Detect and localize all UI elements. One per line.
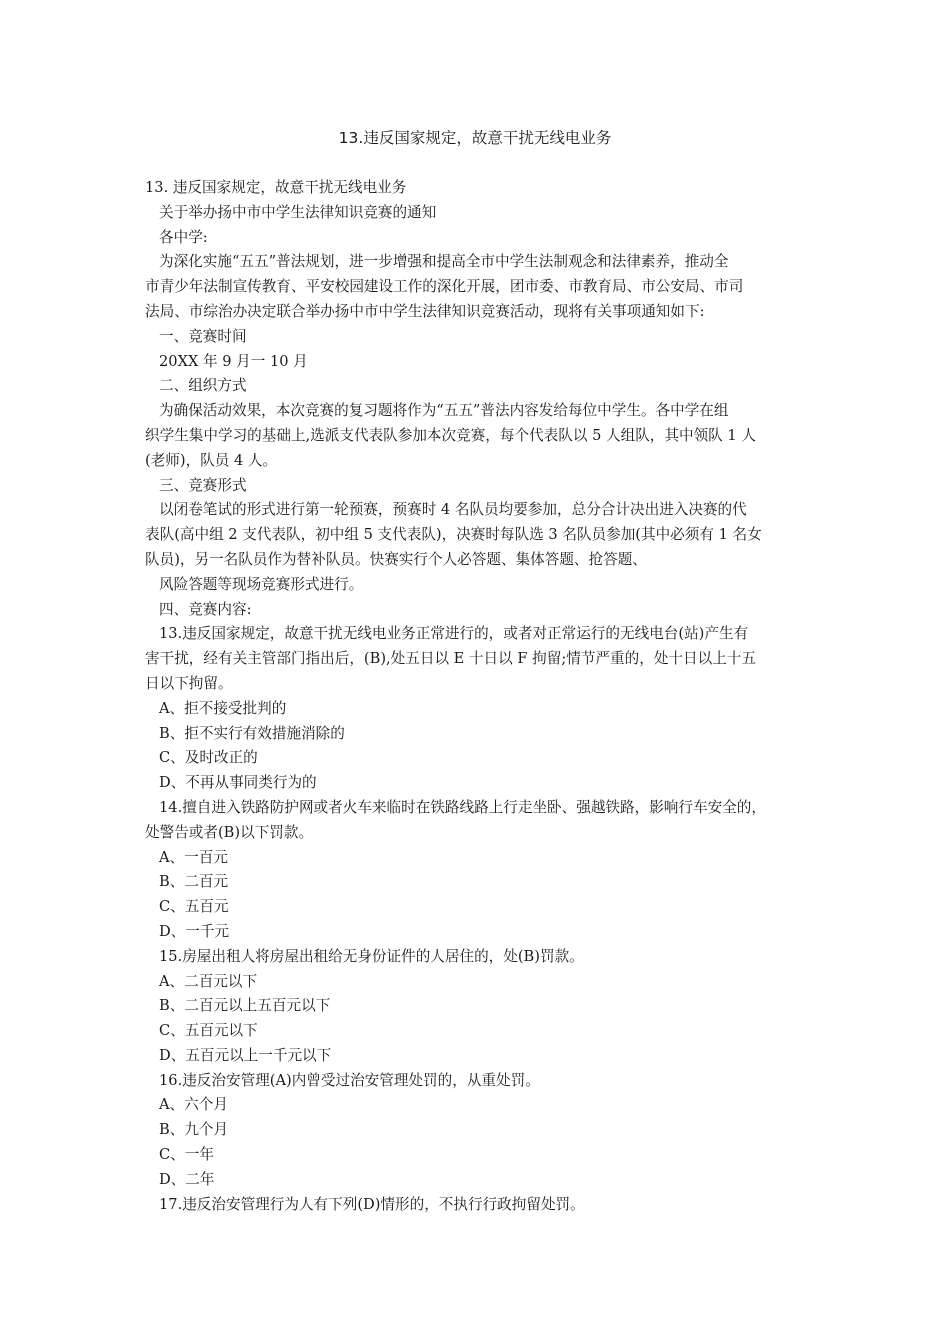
text-line: 15.房屋出租人将房屋出租给无身份证件的人居住的，处(B)罚款。	[159, 947, 584, 965]
text-line: 风险答题等现场竞赛形式进行。	[159, 575, 364, 593]
text-line: B、九个月	[159, 1121, 229, 1139]
text-line: 各中学:	[159, 228, 208, 246]
text-line: 表队(高中组 2 支代表队，初中组 5 支代表队)，决赛时每队选 3 名队员参加(其中必须有 1 名女	[145, 526, 762, 544]
text-line: B、拒不实行有效措施消除的	[159, 724, 345, 742]
text-line: 以闭卷笔试的形式进行第一轮预赛，预赛时 4 名队员均要参加，总分合计决出进入决赛的代	[159, 501, 747, 519]
text-line: 为确保活动效果，本次竞赛的复习题将作为“五五”普法内容发给每位中学生。各中学在组	[159, 402, 729, 420]
text-line: A、二百元以下	[159, 972, 258, 990]
text-line: 13.违反国家规定，故意干扰无线电业务正常进行的，或者对正常运行的无线电台(站)产生有	[159, 625, 749, 643]
text-line: 四、竞赛内容:	[159, 600, 252, 618]
text-line: C、一年	[159, 1146, 214, 1164]
text-line: 害干扰，经有关主管部门指出后，(B),处五日以 E 十日以 F 拘留;情节严重的，处十日以上十五	[145, 650, 756, 668]
page-title: 13.违反国家规定，故意干扰无线电业务	[338, 129, 612, 147]
text-line: C、五百元以下	[159, 1022, 258, 1040]
text-line: D、不再从事同类行为的	[159, 774, 317, 792]
text-line: 17.违反治安管理行为人有下列(D)情形的，不执行行政拘留处罚。	[159, 1195, 585, 1213]
text-line: 日以下拘留。	[145, 674, 233, 692]
text-line: 16.违反治安管理(A)内曾受过治安管理处罚的，从重处罚。	[159, 1071, 540, 1089]
text-line: B、二百元以上五百元以下	[159, 997, 331, 1015]
text-line: 法局、市综治办决定联合举办扬中市中学生法律知识竞赛活动，现将有关事项通知如下:	[145, 302, 705, 320]
document-body	[145, 176, 825, 1217]
text-line: 一、竞赛时间	[159, 327, 247, 345]
text-line: D、一千元	[159, 922, 230, 940]
text-line: 二、组织方式	[159, 377, 247, 395]
text-line: 关于举办扬中市中学生法律知识竞赛的通知	[159, 203, 437, 221]
text-line: A、一百元	[159, 848, 228, 866]
text-line: D、二年	[159, 1170, 215, 1188]
text-line: 市青少年法制宣传教育、平安校园建设工作的深化开展，团市委、市教育局、市公安局、市司	[145, 278, 744, 296]
text-line: 14.擅自进入铁路防护网或者火车来临时在铁路线路上行走坐卧、强越铁路，影响行车安全的，	[159, 798, 766, 816]
text-line: 处警告或者(B)以下罚款。	[145, 823, 314, 841]
text-line: 队员)，另一名队员作为替补队员。快赛实行个人必答题、集体答题、抢答题、	[145, 550, 647, 568]
text-line: C、及时改正的	[159, 749, 258, 767]
text-line: 为深化实施“五五”普法规划，进一步增强和提高全市中学生法制观念和法律素养，推动全	[159, 253, 729, 271]
text-line: C、五百元	[159, 898, 229, 916]
text-line: A、六个月	[159, 1096, 228, 1114]
text-line: 20XX 年 9 月一 10 月	[159, 352, 308, 370]
text-line: A、拒不接受批判的	[159, 699, 287, 717]
text-line: 三、竞赛形式	[159, 476, 247, 494]
text-line: B、二百元	[159, 873, 229, 891]
text-line: D、五百元以上一千元以下	[159, 1046, 332, 1064]
text-line: 13. 违反国家规定，故意干扰无线电业务	[145, 179, 407, 196]
text-line: 织学生集中学习的基础上,选派支代表队参加本次竞赛，每个代表队以 5 人组队，其中领队 1 人	[145, 426, 756, 444]
text-line: (老师)，队员 4 人。	[145, 451, 278, 469]
